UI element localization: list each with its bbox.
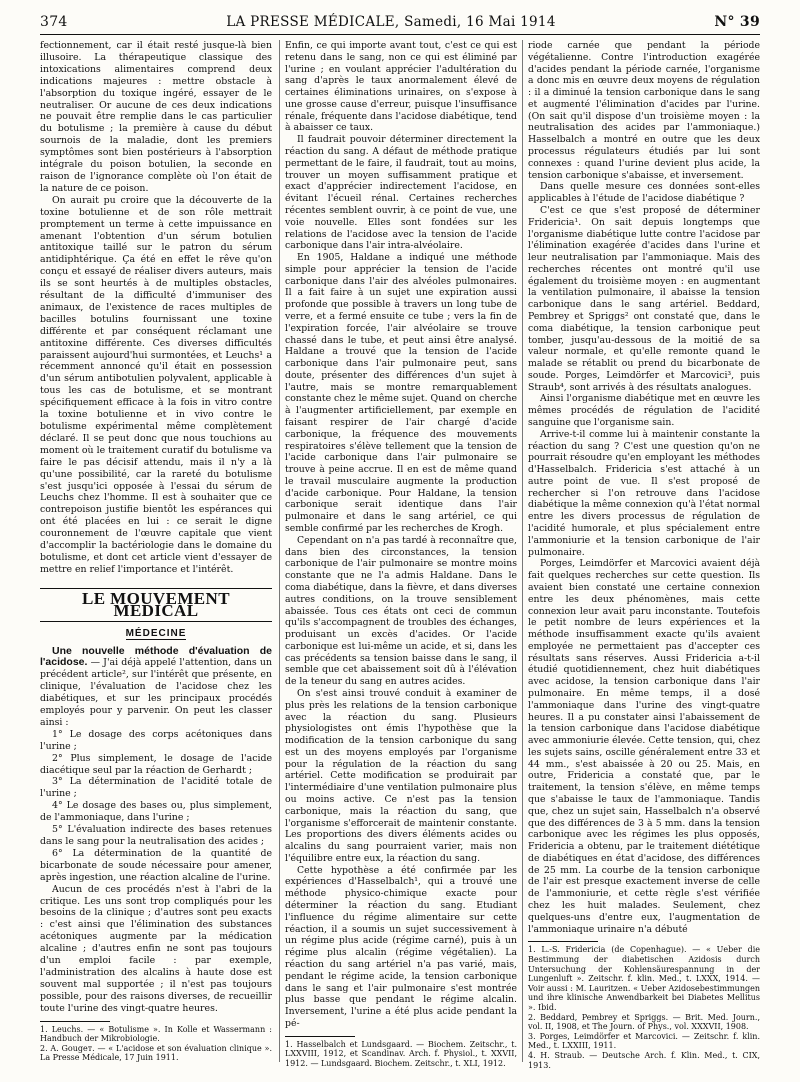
paragraph: Porges, Leimdörfer et Marcovici avaient déjà fait quelques recherches sur cette question. Ils avaient bien constaté une certaine connexion entre les deux phénomènes, mais cette connexion leur avait paru inconstante. Toutefois le petit nombre de leurs expériences et la méthode insuffisamment exacte qu'ils avaient employée ne permettaient pas d'accepter ces résultats sans réserves. Aussi Fridericia a-t-il étudié quotidiennement, chez huit diabétiques avec acidose, la tension carbonique dans l'air pulmonaire. En même temps, il a dosé l'ammoniaque dans l'urine des vingt-quatre heures. Il a pu constater ainsi l'abaissement de la tension carbonique dans l'acidose diabétique avec ammoniurie élevée. Cette tension, qui, chez les sujets sains, oscille généralement entre 33 et 44 mm., s'est abaissée à 20 ou 25. Mais, en outre, Fridericia a constaté que, par le traitement, la tension s'élève, en même temps que s'abaisse le taux de l'ammoniaque. Tandis que, chez un sujet sain, Hasselbalch n'a observé que des différences de 3 à 5 mm. dans la tension carbonique avec les régimes les plus opposés, Fridericia a obtenu, par le traitement diététique de diabétiques en état d'acidose, des différences de 25 mm. La courbe de la tension carbonique de l'air est presque exactement inverse de celle de l'ammoniurie, et cette règle s'est vérifiée chez les huit malades. Seulement, chez quelques-uns d'entre eux, l'augmentation de l'ammoniaque urinaire n'a débuté xyxy=(528,558,760,935)
paragraph: Cette hypothèse a été confirmée par les expériences d'Hasselbalch¹, qui a trouvé une méthode physico-chimique exacte pour déterminer la réaction du sang. Etudiant l'influence du régime alimentaire sur cette réaction, il a soumis un sujet successivement à un régime plus acide (régime carné), puis à un régime plus alcalin (régime végétalien). La réaction du sang artériel n'a pas varié, mais, pendant le régime acide, la tension carbonique dans le sang et l'air pulmonaire s'est montrée plus basse que pendant le régime alcalin. Inversement, l'urine a été plus acide pendant la pé- xyxy=(285,864,517,1029)
paragraph: Ainsi l'organisme diabétique met en œuvre les mêmes procédés de régulation de l'acidité sanguine que l'organisme sain. xyxy=(528,393,760,428)
list-item: 4° Le dosage des bases ou, plus simplement, de l'ammoniaque, dans l'urine ; xyxy=(40,800,272,824)
paragraph: C'est ce que s'est proposé de déterminer Fridericia¹. On sait depuis longtemps que l'organisme diabétique lutte contre l'acidose par l'élimination exagérée d'acides dans l'urine et leur neutralisation par l'ammoniaque. Mais des recherches récentes ont montré qu'il use également du troisième moyen : en augmentant la ventilation pulmonaire, il abaisse la tension carbonique dans le sang artériel. Beddard, Pembrey et Spriggs² ont constaté que, dans le coma diabétique, la tension carbonique peut tomber, jusqu'au-dessous de la moitié de sa valeur normale, et qu'elle remonte quand le malade se rétablit ou prend du bicarbonate de soude. Porges, Leimdörfer et Marcovici³, puis Straub⁴, sont arrivés à des résultats analogues. xyxy=(528,204,760,393)
column-1 xyxy=(40,40,272,1063)
footnote-rule xyxy=(285,1036,355,1037)
article-title: Une nouvelle méthode d'évaluation de l'acidose. xyxy=(40,644,272,669)
journal-title: LA PRESSE MÉDICALE, Samedi, 16 Mai 1914 xyxy=(226,14,556,30)
paragraph: En 1905, Haldane a indiqué une méthode simple pour apprécier la tension de l'acide carbonique dans l'air des alvéoles pulmonaires. Il a fait faire à un sujet une expiration aussi profonde que possible à travers un long tube de verre, et a fermé ensuite ce tube ; vers la fin de l'expiration forcée, l'air alvéolaire se trouve chassé dans le tube, et peut ainsi être analysé. Haldane a trouvé que la tension de l'acide carbonique dans l'air pulmonaire peut, sans doute, présenter des différences d'un sujet à l'autre, mais se montre remarquablement constante chez le même sujet. Quand on cherche à l'augmenter artificiellement, par exemple en faisant respirer de l'air chargé d'acide carbonique, la fréquence des mouvements respiratoires s'élève tellement que la tension de l'acide carbonique dans l'air pulmonaire se trouve à peine accrue. Il en est de même quand le travail musculaire augmente la production d'acide carbonique. Pour Haldane, la tension carbonique serait identique dans l'air pulmonaire et dans le sang artériel, ce qui semble confirmé par les recherches de Krogh. xyxy=(285,252,517,535)
list-item: 2° Plus simplement, le dosage de l'acide diacétique seul par la réaction de Gerhardt ; xyxy=(40,752,272,776)
section-banner: LE MOUVEMENT MÉDICAL xyxy=(40,588,272,622)
footnote-rule xyxy=(40,1021,110,1022)
paragraph: Arrive-t-il comme lui à maintenir constante la réaction du sang ? C'est une question qu'on ne pourrait résoudre qu'en employant les méthodes d'Hasselbalch. Fridericia s'est attaché à un autre point de vue. Il s'est proposé de rechercher si l'on retrouve dans l'acidose diabétique la même connexion qu'à l'état normal entre les divers processus de régulation de l'acidité humorale, et plus spécialement entre l'ammoniurie et la tension carbonique de l'air pulmonaire. xyxy=(528,428,760,558)
article-paragraph: Une nouvelle méthode d'évaluation de l'acidose. — J'ai déjà appelé l'attention, dans un précédent article², sur l'intérêt que présente, en clinique, l'évaluation de l'acidose chez les diabétiques, et sur les principaux procédés employés pour y parvenir. On peut les classer ainsi : xyxy=(40,644,272,728)
paragraph: On aurait pu croire que la découverte de la toxine botulienne et de son rôle mettrait promptement un terme à cette impuissance en amenant l'obtention d'un sérum botulien antitoxique taillé sur le patron du sérum antidiphtérique. Ça été en effet le rêve qu'on conçu et essayé de réaliser divers auteurs, mais ils se sont heurtés à de multiples obstacles, résultant de la difficulté d'immuniser des animaux, de l'existence de races multiples de bacilles botulins fournissant une toxine différente et par conséquent réclamant une antitoxine différente. Ces diverses difficultés paraissent aujourd'hui surmontées, et Leuchs¹ a récemment annoncé qu'il était en possession d'un sérum antibotulien polyvalent, applicable à tous les cas de botulisme, et se montrant spécifiquement efficace à la fois in vitro contre la toxine botulienne et in vivo contre le botulisme expérimental même complètement déclaré. Il se peut donc que nous touchions au moment où le traitement curatif du botulisme va faire le pas décisif attendu, mais il n'y a là qu'une possibilité, car la rareté du botulisme s'est jusqu'ici opposée à l'essai du sérum de Leuchs chez l'homme. Il est à souhaiter que ce contrepoison justifie bientôt les espérances qui ont été placées en lui : ce serait le digne couronnement de l'œuvre capitale que vient d'accomplir la bactériologie dans le domaine du botulisme, et dont cet article vient d'essayer de mettre en relief l'importance et l'intérêt. xyxy=(40,194,272,575)
footnote: 1. Leuchs. — « Botulisme ». In Kolle et Wassermann : Handbuch der Mikrobiologie. xyxy=(40,1024,272,1044)
footnote: 2. Beddard, Pembrey et Spriggs. — Brit. Med. Journ., vol. II, 1908, et The Journ. of Phys., vol. XXXVII, 1908. xyxy=(528,1012,760,1032)
paragraph: Dans quelle mesure ces données sont-elles applicables à l'étude de l'acidose diabétique ? xyxy=(528,181,760,205)
footnote: 4. H. Straub. — Deutsche Arch. f. Klin. Med., t. CIX, 1913. xyxy=(528,1050,760,1070)
header-rule xyxy=(40,34,760,35)
footnote: 2. A. Gougет. — « L'acidose et son évaluation clinique ». La Presse Médicale, 17 Juin 1911. xyxy=(40,1043,272,1063)
paragraph: Cependant on n'a pas tardé à reconnaître que, dans bien des circonstances, la tension carbonique de l'air pulmonaire se montre moins constante que ne l'a admis Haldane. Dans le coma diabétique, dans la fièvre, et dans diverses autres conditions, on la trouve sensiblement abaissée. Tous ces états ont ceci de commun qu'ils s'accompagnent de troubles des échanges, produisant un excès d'acides. Or l'acide carbonique est lui-même un acide, et si, dans les cas précédents sa tension baisse dans le sang, il semble que cet abaissement soit dû à l'élévation de la teneur du sang en autres acides. xyxy=(285,534,517,688)
column-divider xyxy=(279,40,280,1062)
paragraph: Il faudrait pouvoir déterminer directement la réaction du sang. A défaut de méthode pratique permettant de le faire, il faudrait, tout au moins, trouver un moyen suffisamment pratique et exact d'apprécier indirectement l'acidose, en évitant l'écueil rénal. Certaines recherches récentes semblent ouvrir, à ce point de vue, une voie nouvelle. Elles sont fondées sur les relations de l'acidose avec la tension de l'acide carbonique dans l'air intra-alvéolaire. xyxy=(285,134,517,252)
footnote: 3. Porges, Leimdörfer et Marcovici. — Zeitschr. f. klin. Med., t. LXXIII, 1911. xyxy=(528,1031,760,1051)
paragraph: Enfin, ce qui importe avant tout, c'est ce qui est retenu dans le sang, non ce qui est éliminé par l'urine ; en voulant apprécier l'adultération du sang d'après le taux anormalement élevé de certaines éliminations urinaires, on s'expose à une grosse cause d'erreur, puisque l'insuffisance rénale, fréquente dans l'acidose diabétique, tend à abaisser ce taux. xyxy=(285,40,517,134)
paragraph: Aucun de ces procédés n'est à l'abri de la critique. Les uns sont trop compliqués pour les besoins de la clinique ; d'autres sont peu exacts : c'est ainsi que l'élimination des substances acétoniques augmente par la médication alcaline ; d'autres enfin ne sont pas toujours d'un emploi facile : par exemple, l'administration des alcalins à haute dose est souvent mal supportée ; il n'est pas toujours possible, pour des raisons diverses, de recueillir toute l'urine des vingt-quatre heures. xyxy=(40,883,272,1014)
paragraph: riode carnée que pendant la période végétalienne. Contre l'introduction exagérée d'acides pendant la période carnée, l'organisme a donc mis en œuvre deux moyens de régulation : il a diminué la tension carbonique dans le sang et augmenté l'élimination d'acides par l'urine. (On sait qu'il dispose d'un troisième moyen : la neutralisation des acides par l'ammoniaque.) Hasselbalch a montré en outre que les deux processus régulateurs étudiés par lui sont connexes : quand l'urine devient plus acide, la tension carbonique s'abaisse, et inversement. xyxy=(528,40,760,181)
column-2 xyxy=(285,40,517,1068)
footnote-rule xyxy=(528,941,598,942)
list-item: 6° La détermination de la quantité de bicarbonate de soude nécessaire pour amener, après ingestion, une réaction alcaline de l'urine. xyxy=(40,847,272,883)
section-heading: MÉDECINE xyxy=(125,627,187,639)
page-number: 374 xyxy=(40,14,68,30)
column-divider xyxy=(522,40,523,1062)
paragraph: fectionnement, car il était resté jusque-là bien illusoire. La thérapeutique classique des intoxications alimentaires comprend deux indications majeures : mettre obstacle à l'absorption du toxique ingéré, essayer de le neutraliser. Or aucune de ces deux indications ne pouvait être remplie dans le cas particulier du botulisme ; la première à cause du début sournois de la maladie, dont les premiers symptômes sont bien postérieurs à l'absorption intégrale du poison botulien, la seconde en raison de l'ignorance complète où l'on était de la nature de ce poison. xyxy=(40,40,272,194)
footnote: 1. L.-S. Fridericia (de Copenhague). — « Ueber die Bestimmung der diabetischen Azidosis durch Untersuchung der Kohlensäurespannung in der Lungenluft ». Zeitschr. f. klin. Med., t. LXXX, 1914. — Voir aussi : M. Lauritzen. « Ueber Azidosebestimmungen und ihre klinische Anwendbarkeit bei Diabetes Mellitus ». Ibid. xyxy=(528,945,760,1012)
list-item: 5° L'évaluation indirecte des bases retenues dans le sang pour la neutralisation des acides ; xyxy=(40,824,272,847)
issue-number: N° 39 xyxy=(714,14,760,30)
column-3 xyxy=(528,40,760,1070)
list-item: 1° Le dosage des corps acétoniques dans l'urine ; xyxy=(40,728,272,752)
footnote: 1. Hasselbalch et Lundsgaard. — Biochem. Zeitschr., t. LXXVIII, 1912, et Scandinav. Arch. f. Physiol., t. XXVII, 1912. — Lundsgaard. Biochem. Zeitschr., t. XLI, 1912. xyxy=(285,1039,517,1068)
paragraph: On s'est ainsi trouvé conduit à examiner de plus près les relations de la tension carbonique avec la réaction du sang. Plusieurs physiologistes ont émis l'hypothèse que la modification de la tension carbonique du sang est un des moyens employés par l'organisme pour la régulation de la réaction du sang artériel. Cette modification se produirait par l'intermédiaire d'une ventilation pulmonaire plus ou moins active. Ce n'est pas la tension carbonique, mais la réaction du sang, que l'organisme s'efforcerait de maintenir constante. Les proportions des divers éléments acides ou alcalins du sang pourraient varier, mais non l'équilibre entre eux, la réaction du sang. xyxy=(285,687,517,864)
list-item: 3° La détermination de l'acidité totale de l'urine ; xyxy=(40,776,272,800)
